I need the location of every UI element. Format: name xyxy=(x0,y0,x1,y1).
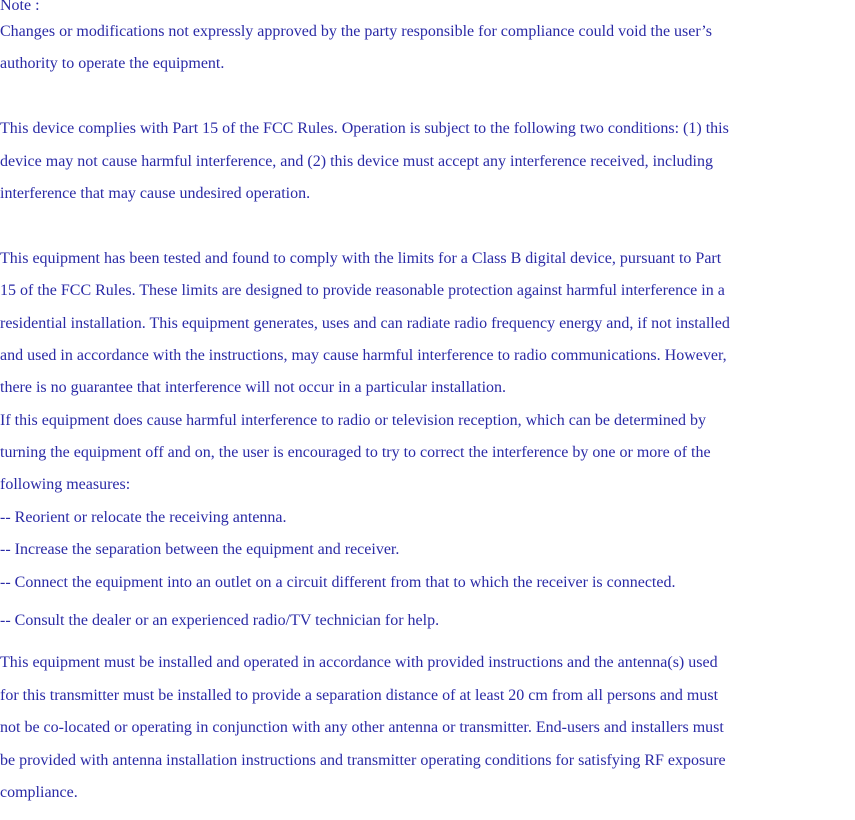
paragraph-line: residential installation. This equipment generates, uses and can radiate radio frequency energy and, if not installed xyxy=(0,314,730,332)
paragraph-line: interference that may cause undesired operation. xyxy=(0,184,311,202)
note-label: Note : xyxy=(0,0,40,14)
paragraph-line: following measures: xyxy=(0,476,131,494)
paragraph-line: 15 of the FCC Rules. These limits are designed to provide reasonable protection against harmful interference in a xyxy=(0,282,725,300)
paragraph-class-b-statement xyxy=(0,243,855,502)
paragraph-line: be provided with antenna installation instructions and transmitter operating conditions for satisfying RF exposure xyxy=(0,751,726,769)
paragraph-line: This equipment must be installed and operated in accordance with provided instructions and the antenna(s) used xyxy=(0,654,718,672)
paragraph-line: Changes or modifications not expressly approved by the party responsible for compliance could void the user’s xyxy=(0,23,712,40)
paragraph-line: This equipment has been tested and found to comply with the limits for a Class B digital device, pursuant to Part xyxy=(0,249,722,267)
paragraph-modifications-warning xyxy=(0,16,855,81)
measure-item: -- Increase the separation between the equipment and receiver. xyxy=(0,541,400,559)
paragraph-rf-exposure xyxy=(0,647,855,809)
measure-item: -- Consult the dealer or an experienced radio/TV technician for help. xyxy=(0,612,440,630)
paragraph-fcc-part15-conditions xyxy=(0,113,855,210)
paragraph-line: and used in accordance with the instructions, may cause harmful interference to radio communications. However, xyxy=(0,346,727,364)
paragraph-line: authority to operate the equipment. xyxy=(0,55,225,73)
paragraph-line: for this transmitter must be installed to provide a separation distance of at least 20 cm from all persons and must xyxy=(0,686,719,704)
paragraph-line: not be co-located or operating in conjunction with any other antenna or transmitter. End-users and installers must xyxy=(0,719,724,737)
measures-list xyxy=(0,502,855,638)
paragraph-line: If this equipment does cause harmful interference to radio or television reception, which can be determined by xyxy=(0,411,706,429)
paragraph-line: turning the equipment off and on, the user is encouraged to try to correct the interference by one or more of the xyxy=(0,444,711,462)
measure-item: -- Connect the equipment into an outlet on a circuit different from that to which the receiver is connected. xyxy=(0,573,676,591)
paragraph-line: This device complies with Part 15 of the FCC Rules. Operation is subject to the following two conditions: (1) this xyxy=(0,120,729,138)
paragraph-line: there is no guarantee that interference will not occur in a particular installation. xyxy=(0,379,507,397)
paragraph-line: device may not cause harmful interference, and (2) this device must accept any interference received, including xyxy=(0,152,713,170)
measure-item: -- Reorient or relocate the receiving antenna. xyxy=(0,508,287,526)
paragraph-line: compliance. xyxy=(0,783,78,801)
